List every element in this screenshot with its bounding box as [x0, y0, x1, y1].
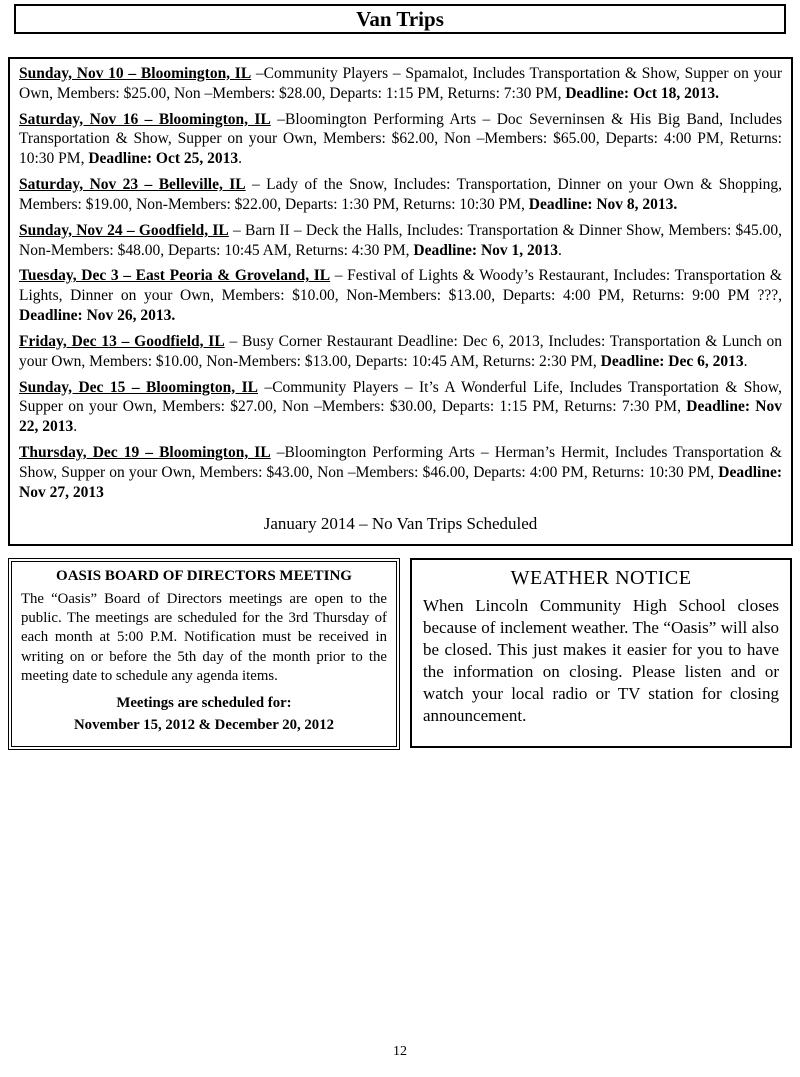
trip-tail: .: [558, 241, 562, 259]
trip-deadline: Deadline: Nov 8, 2013.: [528, 195, 678, 213]
trip-entry: [19, 110, 782, 169]
trip-body: – Lady of the Snow, Includes: Transportation, Dinner on your Own & Shopping, Members: $19.00, Non-Members: $22.00, Departs: 1:30 PM, Returns: 10:30 PM,: [19, 176, 782, 213]
title-box: [14, 4, 786, 34]
trip-deadline: Deadline: Nov 1, 2013: [413, 241, 559, 259]
page-title: Van Trips: [356, 6, 444, 31]
trip-deadline: Deadline: Oct 25, 2013: [88, 150, 239, 168]
trip-entry: [19, 64, 782, 104]
weather-notice-title: WEATHER NOTICE: [510, 567, 692, 589]
trip-body: –Bloomington Performing Arts – Herman’s Hermit, Includes Transportation & Show, Supper on your Own, Members: $43.00, Non –Members: $46.00, Departs: 4:00 PM, Returns: 10:30 PM,: [19, 444, 782, 481]
trip-header: Sunday, Nov 24 – Goodfield, IL: [19, 221, 229, 239]
trip-header: Sunday, Nov 10 – Bloomington, IL: [19, 65, 252, 82]
trip-deadline: Deadline: Nov 27, 2013: [19, 463, 782, 501]
trip-entry: [19, 266, 782, 325]
board-meeting-title: OASIS BOARD OF DIRECTORS MEETING: [56, 568, 352, 584]
trip-body: –Bloomington Performing Arts – Doc Severninsen & His Big Band, Includes Transportation & Show, Supper on your Own, Members: $62.00, Non –Members: $65.00, Departs: 4:00 PM, Returns: 10:30 PM,: [19, 110, 782, 168]
trip-body: –Community Players – It’s A Wonderful Life, Includes Transportation & Show, Supper on your Own, Members: $27.00, Non –Members: $30.00, Departs: 1:15 PM, Returns: 7:30 PM,: [19, 378, 782, 416]
trip-entry: [19, 332, 782, 372]
meetings-schedule-dates: November 15, 2012 & December 20, 2012: [74, 717, 334, 734]
trip-entry: [19, 175, 782, 215]
trip-tail: .: [238, 150, 243, 168]
trip-entry: [19, 443, 782, 502]
van-trips-section: [8, 57, 793, 546]
trip-body: – Barn II – Deck the Halls, Includes: Transportation & Dinner Show, Members: $45.00, Non-Members: $48.00, Departs: 10:45 AM, Returns: 4:30 PM,: [19, 221, 782, 259]
trip-tail: .: [73, 418, 78, 436]
trip-header: Friday, Dec 13 – Goodfield, IL: [19, 332, 225, 350]
meetings-schedule-label: Meetings are scheduled for:: [116, 695, 292, 712]
board-meeting-box: [8, 558, 400, 750]
trip-deadline: Deadline: Dec 6, 2013: [600, 352, 744, 370]
trip-header: Saturday, Nov 16 – Bloomington, IL: [19, 110, 271, 128]
weather-notice-body: When Lincoln Community High School closes because of inclement weather. The “Oasis” will also be closed. This just makes it easier for you to have the information on closing. Please listen and or watch your local radio or TV station for closing announcement.: [423, 596, 779, 726]
trip-body: –Community Players – Spamalot, Includes Transportation & Show, Supper on your Own, Members: $25.00, Non –Members: $28.00, Departs: 1:15 PM, Returns: 7:30 PM,: [19, 65, 782, 102]
trip-deadline: Deadline: Nov 22, 2013: [19, 398, 782, 436]
january-note: January 2014 – No Van Trips Scheduled: [263, 513, 538, 533]
trip-header: Tuesday, Dec 3 – East Peoria & Groveland, IL: [19, 267, 331, 285]
page-number: 12: [393, 1044, 407, 1059]
trip-header: Sunday, Dec 15 – Bloomington, IL: [19, 378, 258, 396]
trip-deadline: Deadline: Oct 18, 2013.: [565, 84, 720, 102]
board-meeting-body: The “Oasis” Board of Directors meetings are open to the public. The meetings are scheduled for the 3rd Thursday of each month at 5:00 P.M. Notification must be received in writing on or before the 5th day of the month prior to the meeting date to schedule any agenda items.: [21, 591, 387, 684]
trip-entry: [19, 378, 782, 437]
trip-deadline: Deadline: Nov 26, 2013.: [19, 307, 176, 325]
weather-notice-box: [410, 558, 792, 748]
trip-entry: [19, 221, 782, 261]
trip-body: – Busy Corner Restaurant Deadline: Dec 6, 2013, Includes: Transportation & Lunch on your Own, Members: $10.00, Non-Members: $13.00, Departs: 10:45 AM, Returns: 2:30 PM,: [19, 332, 782, 370]
trip-body: – Festival of Lights & Woody’s Restaurant, Includes: Transportation & Lights, Dinner on your Own, Members: $10.00, Non-Members: $13.00, Departs: 4:00 PM, Returns: 9:00 PM ???,: [19, 267, 782, 305]
trip-header: Thursday, Dec 19 – Bloomington, IL: [19, 444, 271, 462]
trip-header: Saturday, Nov 23 – Belleville, IL: [19, 176, 246, 194]
trip-tail: .: [743, 352, 748, 370]
